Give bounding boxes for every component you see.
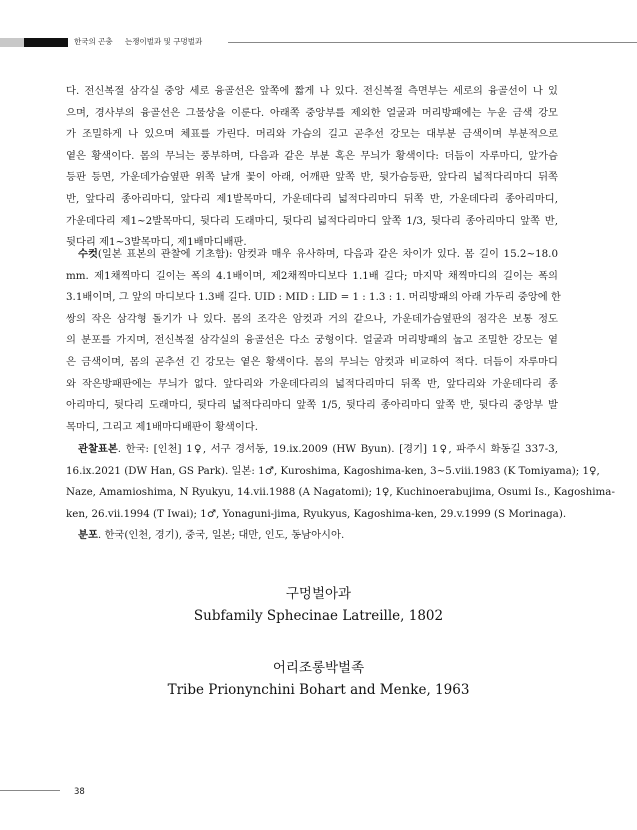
text-line: 옅은 황색이다. 몸의 무늬는 풍부하며, 다음과 같은 부분 혹은 무늬가 황색이다: 더듬이 자루마디, 앞가슴 — [66, 149, 558, 162]
text-line: 등판 등면, 가운데가슴옆판 위쪽 날개 꽃이 아래, 어깨판 앞쪽 반, 뒷가슴등판, 앞다리 넓적다리마디 뒤쪽 — [66, 171, 558, 184]
text-line — [66, 244, 558, 266]
distribution-label: 분포 — [78, 529, 98, 542]
text-line: 뒷다리 제1~3발목마디, 제1배마디배판. — [66, 236, 247, 249]
text-line — [66, 439, 558, 461]
male-label: 수컷 — [78, 248, 98, 260]
text-line: 쌍의 작은 삼각형 돌기가 나 있다. 몸의 조각은 암컷과 거의 같으나, 가운데가슴옆판의 점각은 보통 정도 — [66, 312, 558, 325]
material-examined — [66, 439, 615, 547]
tribe-latin: Tribe Prionynchini Bohart and Menke, 1963 — [167, 682, 470, 698]
text-line: 목마디, 그리고 제1배마디배판이 황색이다. — [66, 420, 259, 433]
header-gray-bar — [0, 38, 24, 47]
subfamily-heading — [0, 582, 637, 624]
page-number: 38 — [74, 787, 85, 797]
section-title: 는쟁이벌과 및 구멍벌과 — [125, 37, 203, 46]
running-header — [74, 36, 212, 47]
text-line: 은 금색이며, 몸의 곧추선 긴 강모는 옅은 황색이다. 몸의 무늬는 암컷과 비교하여 적다. 더듬이 자루마디 — [66, 355, 558, 368]
text-line: 으며, 경사부의 융골선은 그물상을 이룬다. 아래쪽 중앙부를 제외한 얼굴과 머리방패에는 누운 금색 강모 — [66, 106, 558, 119]
text-line: 3.1배이며, 그 앞의 마디보다 1.3배 길다. UID : MID : LID = 1 : 1.3 : 1. 머리방패의 아래 가두리 중앙에 한 — [66, 291, 561, 304]
subfamily-latin: Subfamily Sphecinae Latreille, 1802 — [193, 608, 444, 624]
text-line: 가운데다리 제1~2발목마디, 뒷다리 도래마디, 뒷다리 넓적다리마디 앞쪽 1/3, 뒷다리 종아리마디 앞쪽 반, — [66, 214, 558, 227]
text-line: 가 조밀하게 나 있으며 체표를 가린다. 머리와 가슴의 길고 곧추선 강모는 대부분 금색이며 부분적으로 — [66, 128, 558, 141]
text-line: 아리마디, 뒷다리 도래마디, 뒷다리 넓적다리마디 앞쪽 1/5, 뒷다리 종아리마디 앞쪽 반, 뒷다리 중앙부 발 — [66, 399, 558, 412]
material-label: 관찰표본 — [78, 443, 118, 455]
text-line: 다. 전신복절 삼각실 중앙 세로 융골선은 앞쪽에 짧게 나 있다. 전신복절 측면부는 세로의 융골선이 나 있 — [66, 85, 558, 97]
text-line: 와 작은방패판에는 무늬가 없다. 앞다리와 가운데다리의 넓적다리마디 뒤쪽 반, 앞다리와 가운데다리 종 — [66, 377, 558, 390]
distribution — [66, 525, 558, 547]
distribution-text: . 한국(인천, 경기), 중국, 일본; 대만, 인도, 동남아시아. — [97, 529, 345, 542]
header-black-bar — [24, 38, 68, 47]
text-line: 16.ix.2021 (DW Han, GS Park). 일본: 1♂, Kuroshima, Kagoshima-ken, 3~5.viii.1983 (K Tomiyama); 1♀, — [66, 464, 600, 477]
female-description — [66, 81, 558, 254]
subfamily-korean: 구멍벌아과 — [285, 586, 352, 602]
header-rule — [228, 42, 637, 43]
material-text-first: . 한국: [인천] 1♀, 서구 경서동, 19.ix.2009 (HW Byun). [경기] 1♀, 파주시 화동길 337-3, — [117, 443, 558, 455]
text-line: 의 분포를 가지며, 전신복절 삼각실의 융골선은 다소 궁형이다. 얼굴과 머리방패의 눕고 조밀한 강모는 옅 — [66, 334, 558, 347]
text-line: 반, 앞다리 종아리마디, 앞다리 제1발목마디, 가운데다리 넓적다리마디 뒤쪽 반, 가운데다리 종아리마디, — [66, 192, 558, 205]
footer-rule — [0, 790, 60, 791]
tribe-heading — [0, 656, 637, 698]
text-line: mm. 제1채찍마디 길이는 폭의 4.1배이며, 제2채찍마디보다 1.1배 길다; 마지막 채찍마디의 길이는 폭의 — [66, 269, 558, 282]
text-line: Naze, Amamioshima, N Ryukyu, 14.vii.1988 (A Nagatomi); 1♀, Kuchinoerabujima, Osumi Is., Kagoshima- — [66, 486, 615, 499]
book-title: 한국의 곤충 — [74, 37, 113, 46]
male-text-first: (일본 표본의 관찰에 기초함): 암컷과 매우 유사하며, 다음과 같은 차이가 있다. 몸 길이 15.2~18.0 — [97, 248, 558, 260]
male-description — [66, 244, 561, 438]
text-line: ken, 26.vii.1994 (T Iwai); 1♂, Yonaguni-jima, Ryukyus, Kagoshima-ken, 29.v.1999 (S Morinaga). — [66, 507, 567, 520]
tribe-korean: 어리조롱박벌족 — [272, 660, 365, 676]
